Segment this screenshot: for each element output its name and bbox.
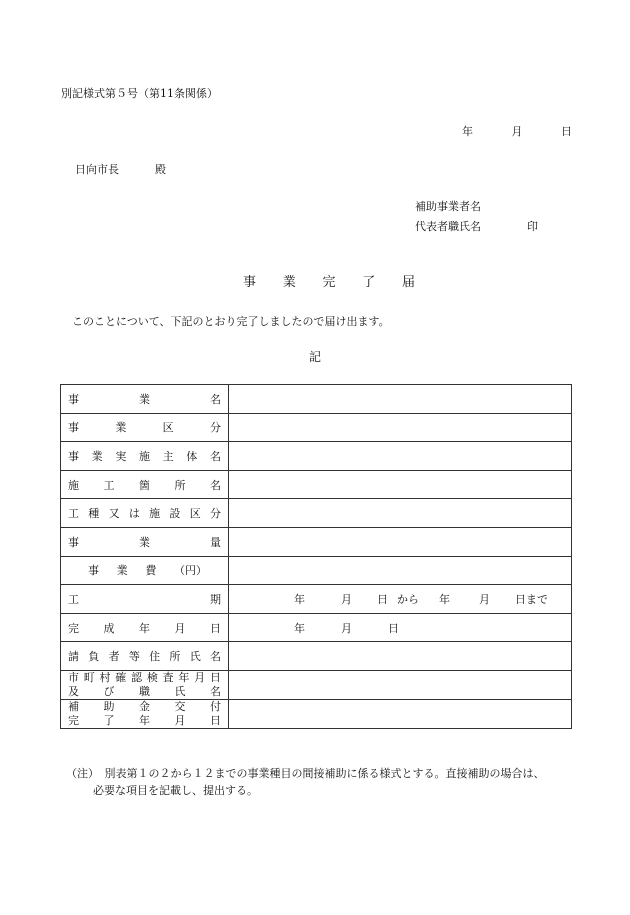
title-char: 事 — [243, 275, 257, 290]
table-row — [61, 385, 572, 414]
label-char: 確 — [115, 670, 127, 684]
label-char: 助 — [103, 699, 115, 713]
label-char: 量 — [210, 535, 221, 549]
field-completion-date[interactable] — [229, 613, 572, 642]
label-char: 所 — [174, 478, 186, 492]
label-char: 業 — [91, 449, 103, 463]
field-implementing-body[interactable] — [229, 442, 572, 471]
label-char: 日 — [209, 670, 221, 684]
label-char: 区 — [162, 421, 174, 435]
label-char: 費 — [145, 564, 157, 578]
period-from: から — [397, 592, 419, 606]
date-year-label: 年 — [462, 125, 473, 138]
label-char: 施 — [138, 449, 150, 463]
label-char: 成 — [103, 621, 115, 635]
label-business-category — [61, 413, 229, 442]
completion-month: 月 — [341, 621, 352, 635]
label-char: 箇 — [139, 478, 150, 492]
label-subsidy-completion — [61, 699, 229, 728]
period-end-month: 月 — [479, 592, 490, 606]
label-char: 氏 — [174, 684, 186, 698]
applicant-block — [415, 197, 538, 237]
field-construction-period[interactable] — [229, 585, 572, 614]
label-char: 業 — [139, 535, 150, 549]
field-contractor[interactable] — [229, 642, 572, 671]
submission-date — [462, 123, 572, 139]
label-char: 分 — [209, 421, 221, 435]
label-char: 年 — [139, 621, 150, 635]
period-start-day: 日 — [377, 592, 388, 606]
label-char: 年 — [178, 670, 190, 684]
label-char: 設 — [169, 507, 181, 521]
label-char: 体 — [186, 449, 198, 463]
label-char: 名 — [210, 392, 221, 406]
label-char: 査 — [162, 670, 174, 684]
label-char: 事 — [68, 535, 79, 549]
label-char: （円） — [173, 564, 207, 578]
label-char: 検 — [146, 670, 158, 684]
date-month-label: 月 — [511, 125, 523, 138]
label-char: 町 — [83, 670, 95, 684]
label-char: 完 — [68, 713, 79, 727]
date-day-label: 日 — [561, 125, 572, 138]
label-construction-period — [61, 585, 229, 614]
title-char: 業 — [282, 275, 296, 290]
label-char: び — [103, 684, 115, 698]
label-char: 事 — [68, 421, 79, 435]
field-construction-site[interactable] — [229, 470, 572, 499]
field-inspection[interactable] — [229, 670, 572, 699]
field-business-quantity[interactable] — [229, 527, 572, 556]
ki-heading: 記 — [309, 350, 322, 364]
field-business-name[interactable] — [229, 385, 572, 414]
form-number: 別記様式第５号（第11条関係） — [61, 87, 218, 100]
label-char: 施 — [149, 507, 161, 521]
label-char: 所 — [169, 650, 181, 664]
label-char: 分 — [209, 507, 221, 521]
completion-form-table — [60, 384, 572, 729]
label-char: 市 — [68, 670, 79, 684]
table-row — [61, 642, 572, 671]
label-business-quantity — [61, 527, 229, 556]
label-char: 事 — [68, 449, 79, 463]
label-char: 区 — [189, 507, 201, 521]
label-char: 工 — [68, 507, 79, 521]
label-char: 月 — [194, 670, 206, 684]
label-char: 主 — [162, 449, 174, 463]
period-start-month: 月 — [341, 592, 352, 606]
completion-year: 年 — [294, 621, 305, 635]
addressee — [75, 161, 166, 177]
period-start-year: 年 — [294, 592, 305, 606]
label-char: 及 — [68, 684, 79, 698]
label-char: 金 — [139, 699, 150, 713]
label-char: 日 — [210, 621, 221, 635]
label-char: 月 — [174, 713, 186, 727]
label-char: は — [128, 507, 140, 521]
label-char: 村 — [99, 670, 111, 684]
table-row — [61, 413, 572, 442]
label-char: 年 — [139, 713, 150, 727]
label-char: 実 — [115, 449, 127, 463]
label-char: 工 — [103, 478, 115, 492]
label-completion-date — [61, 613, 229, 642]
label-business-name — [61, 385, 229, 414]
addressee-honorific: 殿 — [155, 163, 166, 176]
table-row — [61, 670, 572, 699]
label-char: 負 — [88, 650, 100, 664]
label-char: 工 — [68, 592, 79, 606]
period-until: 日まで — [515, 592, 548, 606]
label-char: 請 — [68, 650, 79, 664]
title-char: 了 — [362, 275, 376, 290]
label-char: 補 — [68, 699, 79, 713]
label-char: 業 — [115, 421, 127, 435]
label-char: 又 — [108, 507, 120, 521]
field-subsidy-completion[interactable] — [229, 699, 572, 728]
table-row — [61, 699, 572, 728]
field-business-cost[interactable] — [229, 556, 572, 585]
document-title — [243, 271, 415, 290]
label-char: 者 — [108, 650, 120, 664]
label-inspection — [61, 670, 229, 699]
title-char: 完 — [322, 275, 336, 290]
label-char: 業 — [139, 392, 150, 406]
label-business-cost — [61, 556, 229, 585]
label-char: 施 — [68, 478, 79, 492]
label-char: 了 — [103, 713, 115, 727]
label-char: 名 — [210, 478, 221, 492]
addressee-name: 日向市長 — [75, 163, 119, 176]
label-char: 完 — [68, 621, 79, 635]
field-work-type[interactable] — [229, 499, 572, 528]
label-char: 職 — [139, 684, 150, 698]
table-row — [61, 442, 572, 471]
representative-label: 代表者職氏名 — [415, 220, 481, 233]
label-implementing-body — [61, 442, 229, 471]
label-contractor — [61, 642, 229, 671]
label-char: 業 — [116, 564, 128, 578]
label-char: 名 — [210, 684, 221, 698]
label-char: 事 — [88, 564, 99, 578]
table-row — [61, 527, 572, 556]
label-construction-site — [61, 470, 229, 499]
label-char: 住 — [149, 650, 161, 664]
field-business-category[interactable] — [229, 413, 572, 442]
table-row — [61, 499, 572, 528]
intro-text: このことについて、下記のとおり完了しましたので届け出ます。 — [72, 315, 390, 328]
label-char: 等 — [128, 650, 140, 664]
footnote-line-2: 必要な項目を記載し、提出する。 — [93, 784, 258, 797]
table-row — [61, 470, 572, 499]
table-row — [61, 556, 572, 585]
label-char: 氏 — [189, 650, 201, 664]
footnote-line-1: （注） 別表第１の２から１２までの事業種目の間接補助に係る様式とする。直接補助の場合は、 — [66, 767, 545, 780]
label-char: 事 — [68, 392, 79, 406]
business-name-label: 補助事業者名 — [415, 200, 481, 213]
label-char: 名 — [209, 449, 221, 463]
label-char: 月 — [174, 621, 186, 635]
label-char: 種 — [88, 507, 100, 521]
label-work-type — [61, 499, 229, 528]
seal-mark: 印 — [527, 220, 538, 233]
label-char: 付 — [210, 699, 221, 713]
period-end-year: 年 — [439, 592, 450, 606]
label-char: 期 — [210, 592, 221, 606]
table-row — [61, 585, 572, 614]
completion-day: 日 — [388, 621, 399, 635]
label-char: 認 — [131, 670, 143, 684]
footnote — [66, 765, 545, 799]
table-row — [61, 613, 572, 642]
label-char: 日 — [210, 713, 221, 727]
label-char: 名 — [209, 650, 221, 664]
label-char: 交 — [174, 699, 186, 713]
title-char: 届 — [401, 275, 415, 290]
